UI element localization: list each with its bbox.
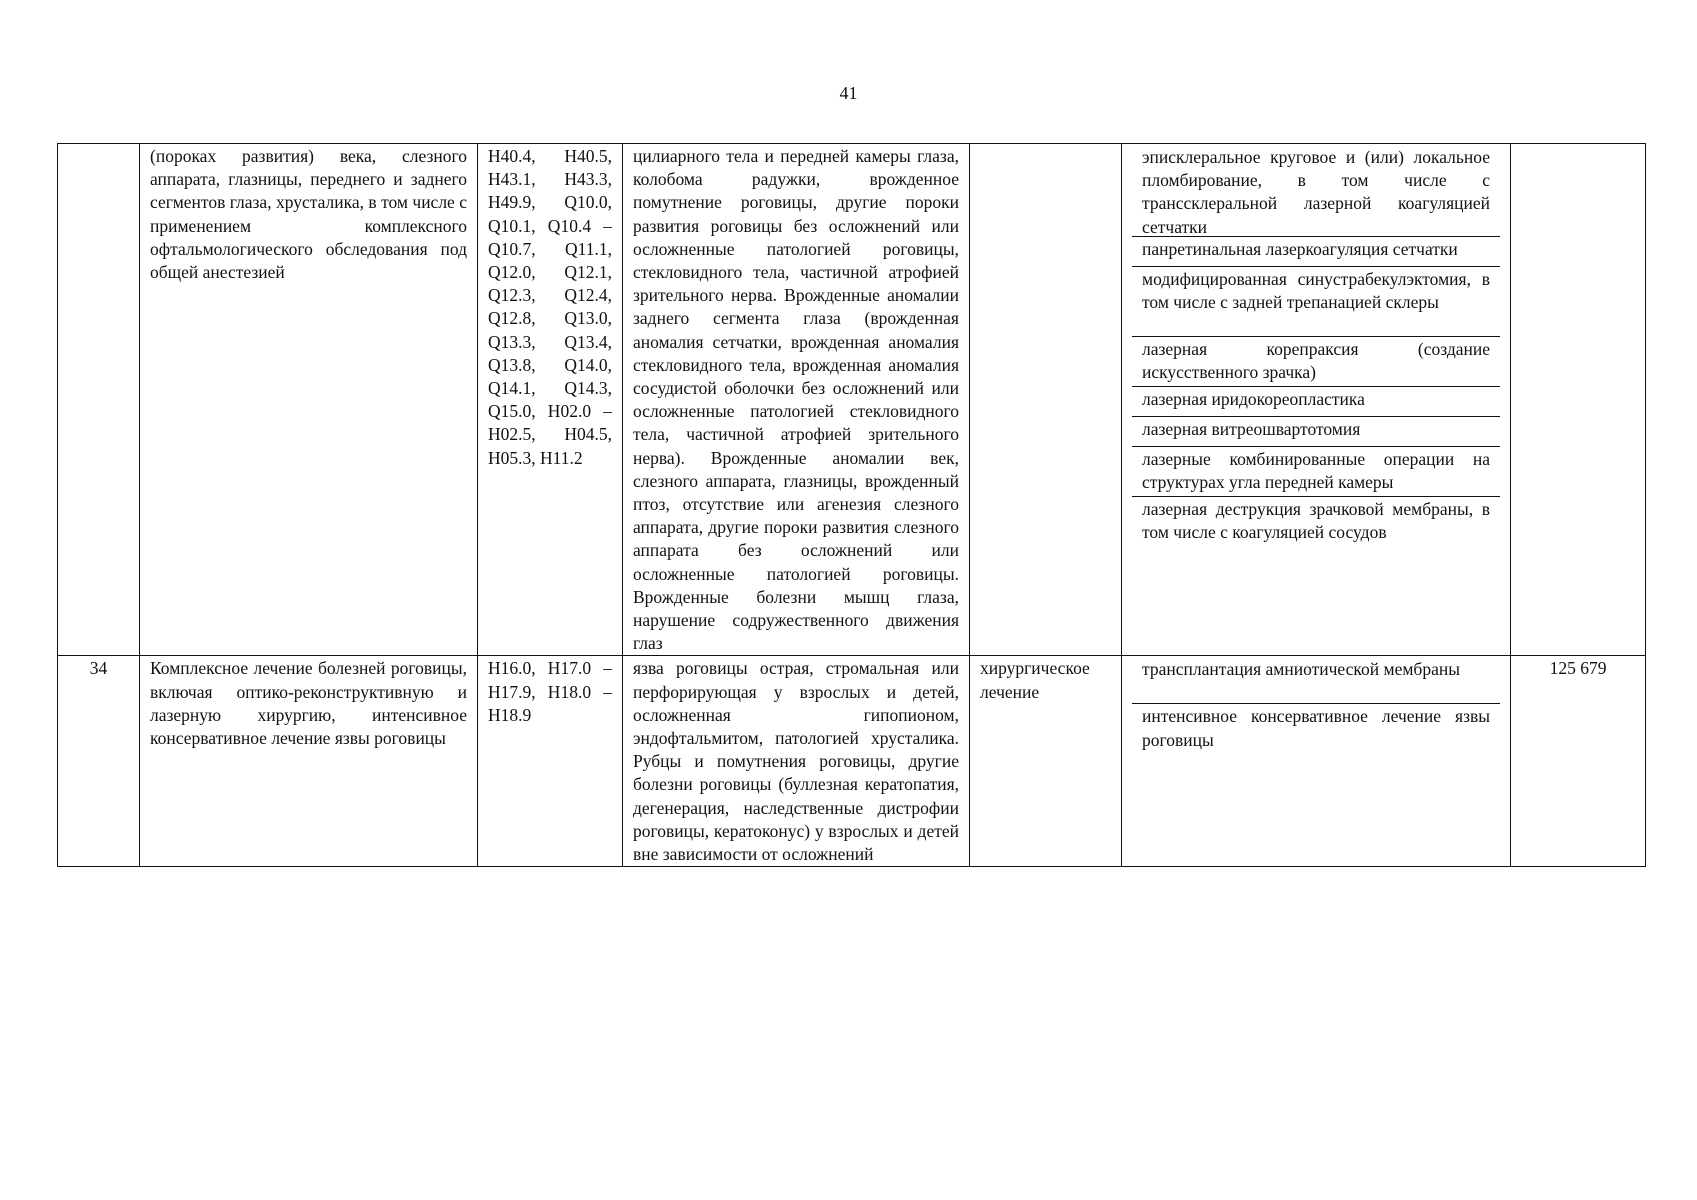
service-title: Комплексное лечение болезней роговицы, включая оптико-реконструктивную и лазерную хирургию, интенсивное консервативное лечение язвы роговицы	[140, 656, 478, 867]
method-item: интенсивное консервативное лечение язвы роговицы	[1142, 706, 1490, 750]
method-item: лазерная иридокореопластика	[1132, 387, 1500, 417]
method-item: лазерные комбинированные операции на структурах угла передней камеры	[1132, 447, 1500, 497]
patient-model: цилиарного тела и передней камеры глаза, колобома радужки, врожденное помутнение роговицы, другие пороки развития роговицы без осложнений или осложненные патологией роговицы, стекловидного тела, частичной атрофией зрительного нерва. Врожденные аномалии заднего сегмента глаза (врожденная аномалия сетчатки, врожденная аномалия стекловидного тела, врожденная аномалия сосудистой оболочки без осложнений или осложненные патологией стекловидного тела, частичной атрофией зрительного нерва). Врожденные аномалии век, слезного аппарата, глазницы, врожденный птоз, отсутствие или агенезия слезного аппарата, другие пороки развития слезного аппарата без осложнений или осложненные патологией роговицы. Врожденные болезни мышц глаза, нарушение содружественного движения глаз	[623, 144, 970, 656]
icd-codes: H16.0, H17.0 – H17.9, H18.0 – H18.9	[478, 656, 623, 867]
method-item: модифицированная синустрабекулэктомия, в том числе с задней трепанацией склеры	[1132, 267, 1500, 337]
method-item: лазерная витреошвартотомия	[1132, 417, 1500, 447]
treatment-type	[970, 144, 1122, 656]
cost: 125 679	[1511, 656, 1646, 867]
service-title: (пороках развития) века, слезного аппарата, глазницы, переднего и заднего сегментов глаза, хрусталика, в том числе с применением комплексного офтальмологического обследования под общей анестезией	[140, 144, 478, 656]
method-item: лазерная корепраксия (создание искусственного зрачка)	[1132, 337, 1500, 387]
method-item: панретинальная лазеркоагуляция сетчатки	[1132, 237, 1500, 267]
treatment-methods	[1122, 144, 1511, 656]
page-number: 41	[839, 83, 858, 103]
patient-model: язва роговицы острая, стромальная или перфорирующая у взрослых и детей, осложненная гипопионом, эндофтальмитом, патологией хрусталика. Рубцы и помутнения роговицы, другие болезни роговицы (буллезная кератопатия, дегенерация, наследственные дистрофии роговицы, кератоконус) у взрослых и детей вне зависимости от осложнений	[623, 656, 970, 867]
row-number: 34	[58, 656, 140, 867]
method-item: лазерная деструкция зрачковой мембраны, в том числе с коагуляцией сосудов	[1142, 499, 1490, 543]
services-table	[57, 143, 1646, 867]
method-item: трансплантация амниотической мембраны	[1132, 657, 1500, 704]
method-item: эписклеральное круговое и (или) локальное пломбирование, в том числе с транссклеральной лазерной коагуляцией сетчатки	[1132, 145, 1500, 237]
row-number	[58, 144, 140, 656]
cost	[1511, 144, 1646, 656]
table-row	[58, 656, 1646, 867]
icd-codes: H40.4, H40.5, H43.1, H43.3, H49.9, Q10.0, Q10.1, Q10.4 – Q10.7, Q11.1, Q12.0, Q12.1, Q12.3, Q12.4, Q12.8, Q13.0, Q13.3, Q13.4, Q13.8, Q14.0, Q14.1, Q14.3, Q15.0, H02.0 – H02.5, H04.5, H05.3, H11.2	[478, 144, 623, 656]
treatment-methods	[1122, 656, 1511, 867]
table-row	[58, 144, 1646, 656]
treatment-type: хирургическое лечение	[970, 656, 1122, 867]
